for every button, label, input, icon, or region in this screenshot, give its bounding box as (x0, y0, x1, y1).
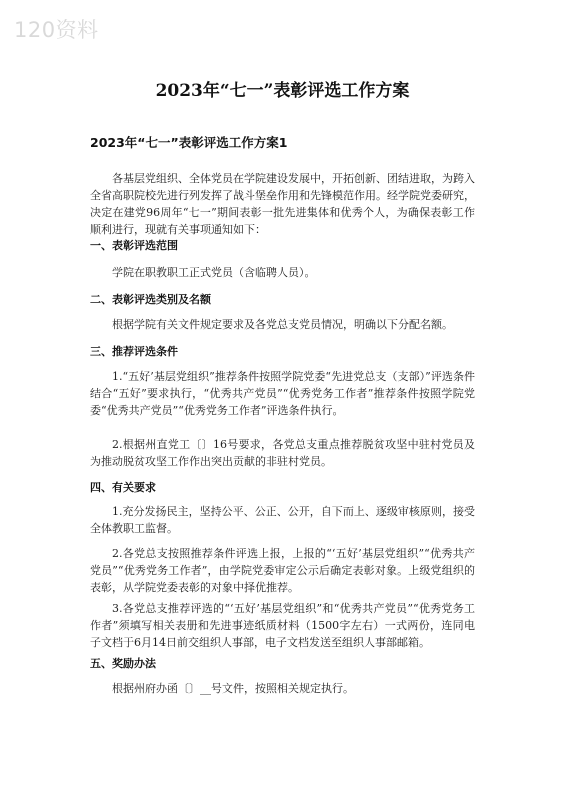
section-3-body-2 (90, 436, 475, 470)
section-heading: 三、推荐评选条件 (90, 345, 178, 358)
section-5-body (90, 680, 475, 697)
section-3-heading-block (90, 343, 475, 360)
section-heading: 二、表彰评选类别及名额 (90, 293, 211, 306)
section-1-heading-block (90, 237, 475, 254)
body-paragraph: 2.各党总支按照推荐条件评选上报，上报的“‘五好’基层党组织”“优秀共产党员”“优秀党务工作者”，由学院党委审定公示后确定表彰对象。上级党组织的表彰，从学院党委表彰的对象中择优推荐。 (90, 547, 475, 594)
section-subtitle: 2023年“七一”表彰评选工作方案1 (90, 135, 288, 150)
body-paragraph: 1.充分发扬民主，坚持公平、公正、公开，自下而上、逐级审核原则，接受全体教职工监督。 (90, 505, 475, 535)
section-heading: 五、奖励办法 (90, 657, 156, 670)
body-paragraph: 3.各党总支推荐评选的“‘五好’基层党组织”和“优秀共产党员”“优秀党务工作者”须填写相关表册和先进事迹纸质材料（1500字左右）一式两份，连同电子文档于6月14日前交组织人事部，电子文档发送至组织人事部邮箱。 (90, 602, 475, 649)
section-4-body-1 (90, 503, 475, 537)
watermark-logo: 120资料 (14, 18, 99, 42)
section-1-body (90, 264, 475, 281)
body-paragraph: 1.“五好’基层党组织”推荐条件按照学院党委“先进党总支（支部）”评选条件结合“五好”要求执行，“优秀共产党员”“优秀党务工作者”推荐条件按照学院党委“优秀共产党员”“优秀党务工作者”评选条件执行。 (90, 370, 475, 417)
body-paragraph: 根据州府办函〔〕__号文件，按照相关规定执行。 (112, 682, 354, 695)
section-heading: 四、有关要求 (90, 481, 156, 494)
intro-paragraph: 各基层党组织、全体党员在学院建设发展中，开拓创新、团结进取，为跨入全省高职院校先进行列发挥了战斗堡垒作用和先锋模范作用。经学院党委研究，决定在建党96周年“七一”期间表彰一批先进集体和优秀个人，为确保表彰工作顺利进行，现就有关事项通知如下： (90, 172, 475, 236)
section-2-heading-block (90, 291, 475, 308)
intro-block (90, 170, 475, 238)
section-2-body (90, 316, 475, 333)
section-4-heading-block (90, 479, 475, 496)
section-5-heading-block (90, 655, 475, 672)
body-paragraph: 2.根据州直党工〔〕16号要求，各党总支重点推荐脱贫攻坚中驻村党员及为推动脱贫攻坚工作作出突出贡献的非驻村党员。 (90, 438, 475, 468)
section-4-body-3 (90, 600, 475, 651)
section-4-body-2 (90, 545, 475, 596)
document-title: 2023年“七一”表彰评选工作方案 (155, 81, 410, 101)
body-paragraph: 根据学院有关文件规定要求及各党总支党员情况，明确以下分配名额。 (112, 318, 453, 331)
body-paragraph: 学院在职教职工正式党员（含临聘人员）。 (112, 266, 316, 279)
section-3-body-1 (90, 368, 475, 419)
section-heading: 一、表彰评选范围 (90, 239, 178, 252)
